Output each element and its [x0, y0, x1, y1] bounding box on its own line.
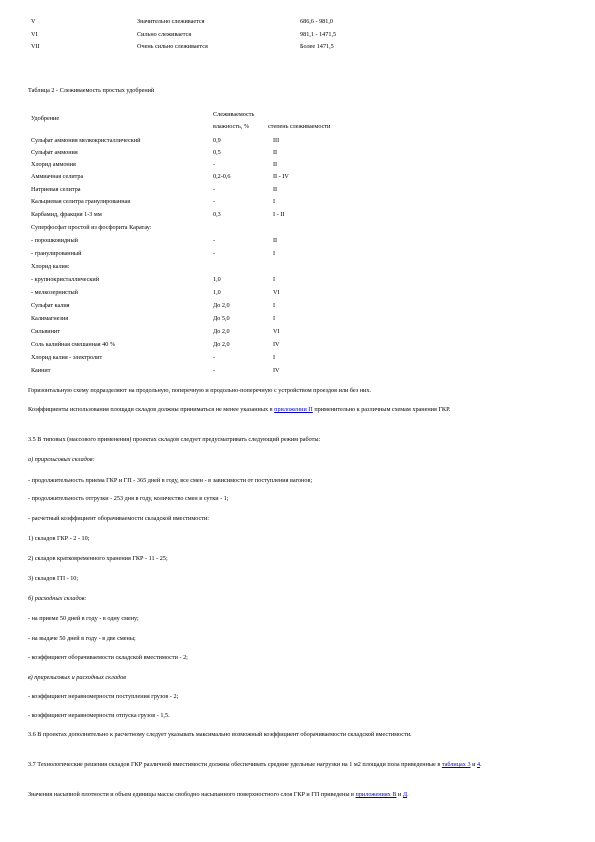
list-item: - продолжительность приема ГКР и ГП - 365 дней в году, все смен - в зависимости от поступления вагонов;: [28, 477, 313, 484]
paragraph: Горизонтальную схему подразделяют на продольную, поперечную и продольно-поперечную с устройством проездов или без них.: [28, 387, 371, 394]
row-name: Сильвинит: [31, 328, 60, 335]
row-name: Суперфосфат простой из фосфорита Каратау:: [31, 224, 152, 231]
paragraph-3-7: [28, 760, 568, 770]
top-row-desc: Сильно слеживается: [137, 31, 192, 38]
row-degree: II: [273, 161, 278, 168]
row-name: Каинит: [31, 367, 51, 374]
row-moisture: До 2,0: [213, 328, 230, 335]
row-moisture: До 2,0: [213, 302, 230, 309]
paragraph-text: 3.7 Технологические решения складов ГКР различной вместимости должны обеспечивать средние удельные нагрузки на 1 м2 площади пола приведенные в: [28, 761, 442, 768]
row-degree: IV: [273, 367, 280, 374]
row-degree: IV: [273, 341, 280, 348]
row-moisture: 0,9: [213, 137, 221, 144]
paragraph-3-6: 3.6 В проектах дополнительно к расчетному следует указывать максимально возможный коэффициент оборачиваемости складской вместимости.: [28, 731, 412, 738]
row-moisture: 1,0: [213, 289, 221, 296]
row-name: Сульфат аммония: [31, 149, 78, 156]
row-name: - мелкозернистый: [31, 289, 78, 296]
list-item: - коэффициент неравномерности отпуска грузов - 1,5.: [28, 712, 170, 719]
row-degree: I: [273, 315, 276, 322]
row-moisture: -: [213, 354, 216, 361]
row-name: Сульфат аммония мелкокристаллический: [31, 137, 141, 144]
row-name: Хлорид калия - электролит: [31, 354, 103, 361]
appendix-v-link[interactable]: приложениях В: [355, 791, 397, 798]
row-name: Аммиачная селитра: [31, 173, 84, 180]
row-degree: I: [273, 302, 276, 309]
paragraph-text: .: [480, 761, 482, 768]
row-degree: VI: [273, 289, 280, 296]
row-degree: I: [273, 354, 276, 361]
subheading-c: в) прирельсовых и расходных складов: [28, 674, 126, 681]
paragraph-text: и: [396, 791, 403, 798]
row-degree: II: [273, 186, 278, 193]
header-degree: степень слеживаемости: [268, 123, 331, 130]
row-name: - гранулированный: [31, 250, 82, 257]
appendix-d-link[interactable]: Д: [402, 791, 408, 798]
row-degree: I: [273, 198, 276, 205]
row-name: Карбамид, фракция 1-3 мм: [31, 211, 102, 218]
paragraph-3-5: 3.5 В типовых (массового применения) проектах складов следует предусматривать следующий режим работы:: [28, 436, 321, 443]
row-degree: I: [273, 250, 276, 257]
row-degree: II - IV: [273, 173, 289, 180]
list-item: - расчетный коэффициент оборачиваемости складской вместимости:: [28, 515, 209, 522]
paragraph-bulk-density: [28, 790, 568, 800]
paragraph-text: Значения насыпной плотности и объем единицы массы свободно насыпанного поверхностного слоя ГКР и ГП приведены в: [28, 791, 356, 798]
row-degree: I - II: [273, 211, 285, 218]
row-moisture: -: [213, 161, 216, 168]
row-degree: III: [273, 137, 280, 144]
list-item: 1) складов ГКР - 2 - 10;: [28, 535, 90, 542]
top-row-num: VII: [31, 43, 40, 50]
row-moisture: 0,5: [213, 149, 221, 156]
list-item: - продолжительность отгрузки - 253 дня в году, количество смен в сутки - 1;: [28, 495, 229, 502]
top-row-num: V: [31, 18, 36, 25]
top-row-desc: Значительно слеживается: [137, 18, 205, 25]
row-moisture: До 5,0: [213, 315, 230, 322]
subheading-a: а) прирельсовых складов:: [28, 456, 95, 463]
row-name: Кальциевая селитра гранулированная: [31, 198, 131, 205]
list-item: - на выдаче 50 дней в году - в две смены;: [28, 635, 136, 642]
header-moisture: влажность, %: [213, 123, 250, 130]
top-row-range: Более 1471,5: [300, 43, 334, 50]
row-moisture: 1,0: [213, 276, 221, 283]
paragraph-text: Коэффициенты использования площади складов должны приниматься не менее указанных в: [28, 406, 275, 413]
row-moisture: -: [213, 198, 216, 205]
row-name: - крупнокристаллический: [31, 276, 100, 283]
row-moisture: -: [213, 186, 216, 193]
paragraph-text: и: [470, 761, 477, 768]
appendix-p-link[interactable]: приложении П: [274, 406, 313, 413]
row-moisture: -: [213, 237, 216, 244]
top-row-num: VI: [31, 31, 38, 38]
row-moisture: -: [213, 250, 216, 257]
list-item: 3) складов ГП - 10;: [28, 575, 79, 582]
row-name: Соль калийная смешанная 40 %: [31, 341, 116, 348]
row-degree: II: [273, 237, 278, 244]
list-item: - коэффициент неравномерности поступления грузов - 2;: [28, 693, 179, 700]
top-row-desc: Очень сильно слеживается: [137, 43, 208, 50]
row-moisture: -: [213, 367, 216, 374]
table-caption: Таблица 2 - Слеживаемость простых удобрений: [28, 87, 155, 94]
row-name: Натриевая селитра: [31, 186, 81, 193]
table-4-link[interactable]: 4: [476, 761, 481, 768]
row-name: Калимагнезия: [31, 315, 69, 322]
row-moisture: 0,2-0,6: [213, 173, 231, 180]
subheading-b: б) расходных складов:: [28, 595, 87, 602]
paragraph-coefficients: [28, 405, 568, 415]
list-item: 2) складов кратковременного хранения ГКР - 11 - 25;: [28, 555, 168, 562]
row-degree: VI: [273, 328, 280, 335]
list-item: - коэффициент оборачиваемости складской вместимости - 2;: [28, 654, 188, 661]
row-name: Сульфат калия: [31, 302, 70, 309]
row-moisture: До 2,0: [213, 341, 230, 348]
list-item: - на приеме 50 дней в году - в одну смену;: [28, 615, 139, 622]
row-degree: II: [273, 149, 278, 156]
tables-3-link[interactable]: таблицах 3: [441, 761, 471, 768]
row-name: - порошковидный: [31, 237, 78, 244]
top-row-range: 981,1 - 1471,5: [300, 31, 337, 38]
top-row-range: 686,6 - 981,0: [300, 18, 333, 25]
row-name: Хлорид калия:: [31, 263, 70, 270]
paragraph-text: применительно к различным схемам хранения ГКР.: [312, 406, 451, 413]
header-fertilizer: Удобрение: [31, 115, 60, 122]
row-name: Хлорид аммония: [31, 161, 76, 168]
row-degree: I: [273, 276, 276, 283]
header-caking: Слеживаемость: [213, 111, 255, 118]
row-moisture: 0,3: [213, 211, 221, 218]
paragraph-text: .: [407, 791, 409, 798]
